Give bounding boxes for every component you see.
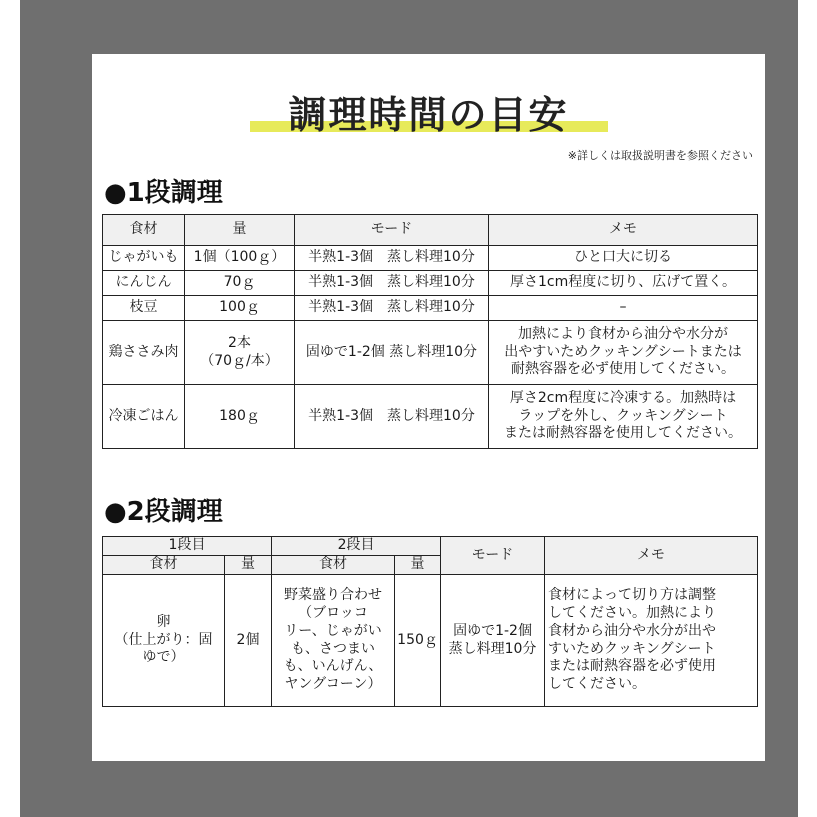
header-tier2: 2段目: [272, 537, 441, 556]
cell-qty1: 2個: [225, 575, 272, 707]
section-heading-1: ●1段調理: [104, 178, 223, 208]
cell-food: 冷凍ごはん: [103, 385, 185, 449]
header-food: 食材: [103, 215, 185, 246]
header-food1: 食材: [103, 556, 225, 575]
cell-memo: 食材によって切り方は調整 してください。加熱により 食材から油分や水分が出や すいためクッキングシート または耐熱容器を必ず使用 してください。: [545, 575, 758, 707]
double-tier-table: [102, 536, 758, 707]
table-group-header-row: [103, 537, 758, 556]
cell-memo: 厚さ1cm程度に切り、広げて置く。: [489, 271, 758, 296]
cell-memo: ひと口大に切る: [489, 246, 758, 271]
cell-mode: 半熟1-3個 蒸し料理10分: [295, 246, 489, 271]
table-row: [103, 296, 758, 321]
header-memo: メモ: [545, 537, 758, 575]
header-mode: モード: [441, 537, 545, 575]
table-row: [103, 575, 758, 707]
cell-food: にんじん: [103, 271, 185, 296]
cell-qty: 180ｇ: [185, 385, 295, 449]
cell-food1: 卵 （仕上がり：固 ゆで）: [103, 575, 225, 707]
cell-mode: 固ゆで1-2個 蒸し料理10分: [295, 321, 489, 385]
cell-qty: 2本 （70ｇ/本）: [185, 321, 295, 385]
cell-qty2: 150ｇ: [395, 575, 441, 707]
cell-memo: –: [489, 296, 758, 321]
section-heading-2: ●2段調理: [104, 497, 223, 527]
cell-qty: 100ｇ: [185, 296, 295, 321]
cell-qty: 70ｇ: [185, 271, 295, 296]
header-qty1: 量: [225, 556, 272, 575]
page-title: 調理時間の目安: [288, 93, 569, 137]
table-row: [103, 321, 758, 385]
cell-food: じゃがいも: [103, 246, 185, 271]
cell-food: 枝豆: [103, 296, 185, 321]
header-tier1: 1段目: [103, 537, 272, 556]
header-food2: 食材: [272, 556, 395, 575]
cell-mode: 半熟1-3個 蒸し料理10分: [295, 385, 489, 449]
cell-qty: 1個（100ｇ）: [185, 246, 295, 271]
table-row: [103, 246, 758, 271]
header-qty: 量: [185, 215, 295, 246]
header-qty2: 量: [395, 556, 441, 575]
header-memo: メモ: [489, 215, 758, 246]
header-mode: モード: [295, 215, 489, 246]
cell-mode: 固ゆで1-2個 蒸し料理10分: [441, 575, 545, 707]
cell-food2: 野菜盛り合わせ （ブロッコ リー、じゃがい も、さつまい も、いんげん、 ヤングコーン）: [272, 575, 395, 707]
cell-mode: 半熟1-3個 蒸し料理10分: [295, 271, 489, 296]
background-frame: [20, 0, 798, 817]
table-row: [103, 271, 758, 296]
content-panel: [92, 54, 765, 761]
single-tier-table: [102, 214, 758, 449]
table-header-row: [103, 215, 758, 246]
cell-memo: 加熱により食材から油分や水分が 出やすいためクッキングシートまたは 耐熱容器を必ず使用してください。: [489, 321, 758, 385]
table-row: [103, 385, 758, 449]
cell-food: 鶏ささみ肉: [103, 321, 185, 385]
cell-memo: 厚さ2cm程度に冷凍する。加熱時は ラップを外し、クッキングシート または耐熱容器を使用してください。: [489, 385, 758, 449]
cell-mode: 半熟1-3個 蒸し料理10分: [295, 296, 489, 321]
manual-note: ※詳しくは取扱説明書を参照ください: [567, 149, 753, 162]
